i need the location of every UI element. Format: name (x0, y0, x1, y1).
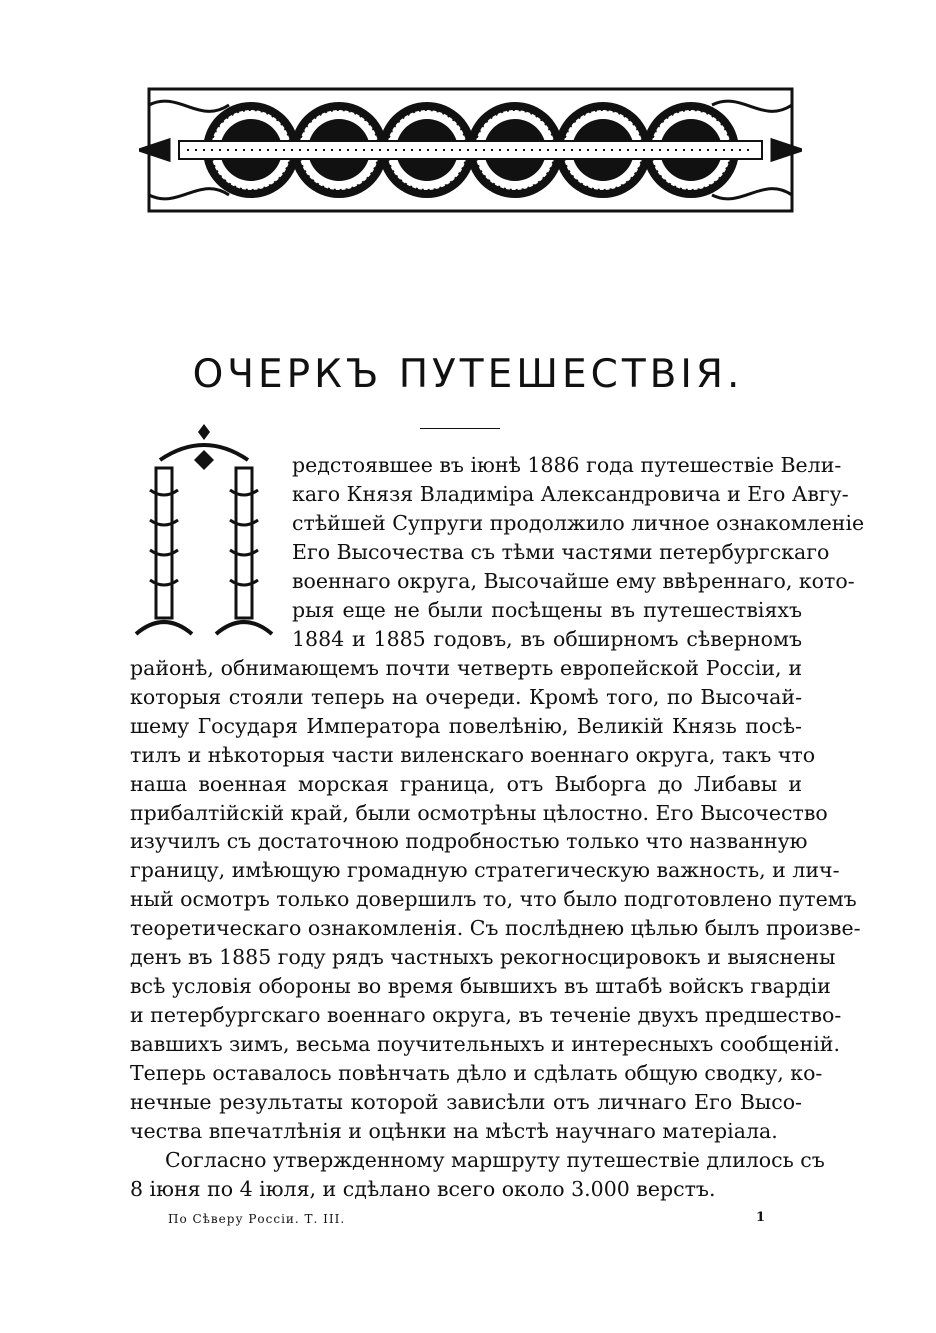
text-line-6: рыя еще не были посѣщены въ путешествіяхъ (292, 598, 802, 622)
text-line-16: ный осмотръ только довершилъ то, что было подготовлено путемъ (130, 887, 857, 911)
text-line-7: 1884 и 1885 годовъ, въ обширномъ сѣверномъ (292, 627, 802, 651)
running-footer: По Сѣверу Россіи. Т. III. (168, 1212, 346, 1226)
text-line-15: границу, имѣющую громадную стратегическую важность, и лич- (130, 858, 840, 882)
text-line-13: прибалтійскій край, были осмотрѣны цѣлостно. Его Высочество (130, 801, 828, 825)
text-line-19: всѣ условія обороны во время бывшихъ въ штабѣ войскъ гвардіи (130, 974, 831, 998)
text-line-9: которыя стояли теперь на очереди. Кромѣ того, по Высочай- (130, 685, 802, 709)
text-line-20: и петербургскаго военнаго округа, въ теченіе двухъ предшество- (130, 1003, 842, 1027)
text-line-5: военнаго округа, Высочайше ему ввѣреннаго, кото- (292, 569, 855, 593)
ornamental-headpiece (139, 85, 802, 215)
signature-mark: 1 (756, 1210, 766, 1225)
text-line-12: наша военная морская граница, отъ Выборга до Либавы и (130, 772, 802, 796)
text-line-26: 8 іюня по 4 іюля, и сдѣлано всего около 3.000 верстъ. (130, 1177, 716, 1201)
title-rule (420, 428, 500, 429)
text-line-10: шему Государя Императора повелѣнію, Великій Князь посѣ- (130, 714, 802, 738)
text-line-21: вавшихъ зимъ, весьма поучительныхъ и интересныхъ сообщеній. (130, 1032, 840, 1056)
text-line-17: теоретическаго ознакомленія. Съ послѣднею цѣлью былъ произве- (130, 916, 861, 940)
text-line-23: нечные результаты которой зависѣли отъ личнаго Его Высо- (130, 1090, 802, 1114)
text-line-4: Его Высочества съ тѣми частями петербургскаго (292, 540, 830, 564)
text-line-8: районѣ, обнимающемъ почти четверть европейской Россіи, и (130, 656, 802, 680)
text-line-11: тилъ и нѣкоторыя части виленскаго военнаго округа, такъ что (130, 743, 816, 767)
text-line-14: изучилъ съ достаточною подробностью только что названную (130, 829, 808, 853)
text-line-1: редстоявшее въ іюнѣ 1886 года путешествіе Вели- (292, 453, 842, 477)
text-line-22: Теперь оставалось повѣнчать дѣло и сдѣлать общую сводку, ко- (130, 1061, 823, 1085)
decorative-initial-p (130, 420, 278, 640)
text-line-3: стѣйшей Супруги продолжило личное ознакомленіе (292, 511, 865, 535)
page-title: ОЧЕРКЪ ПУТЕШЕСТВІЯ. (192, 352, 744, 397)
text-line-2: каго Князя Владиміра Александровича и Его Авгу- (292, 482, 849, 506)
text-line-25: Согласно утвержденному маршруту путешествіе длилось съ (165, 1148, 825, 1172)
text-line-18: денъ въ 1885 году рядъ частныхъ рекогносцировокъ и выяснены (130, 945, 836, 969)
text-line-24: чества впечатлѣнія и оцѣнки на мѣстѣ научнаго матеріала. (130, 1119, 778, 1143)
